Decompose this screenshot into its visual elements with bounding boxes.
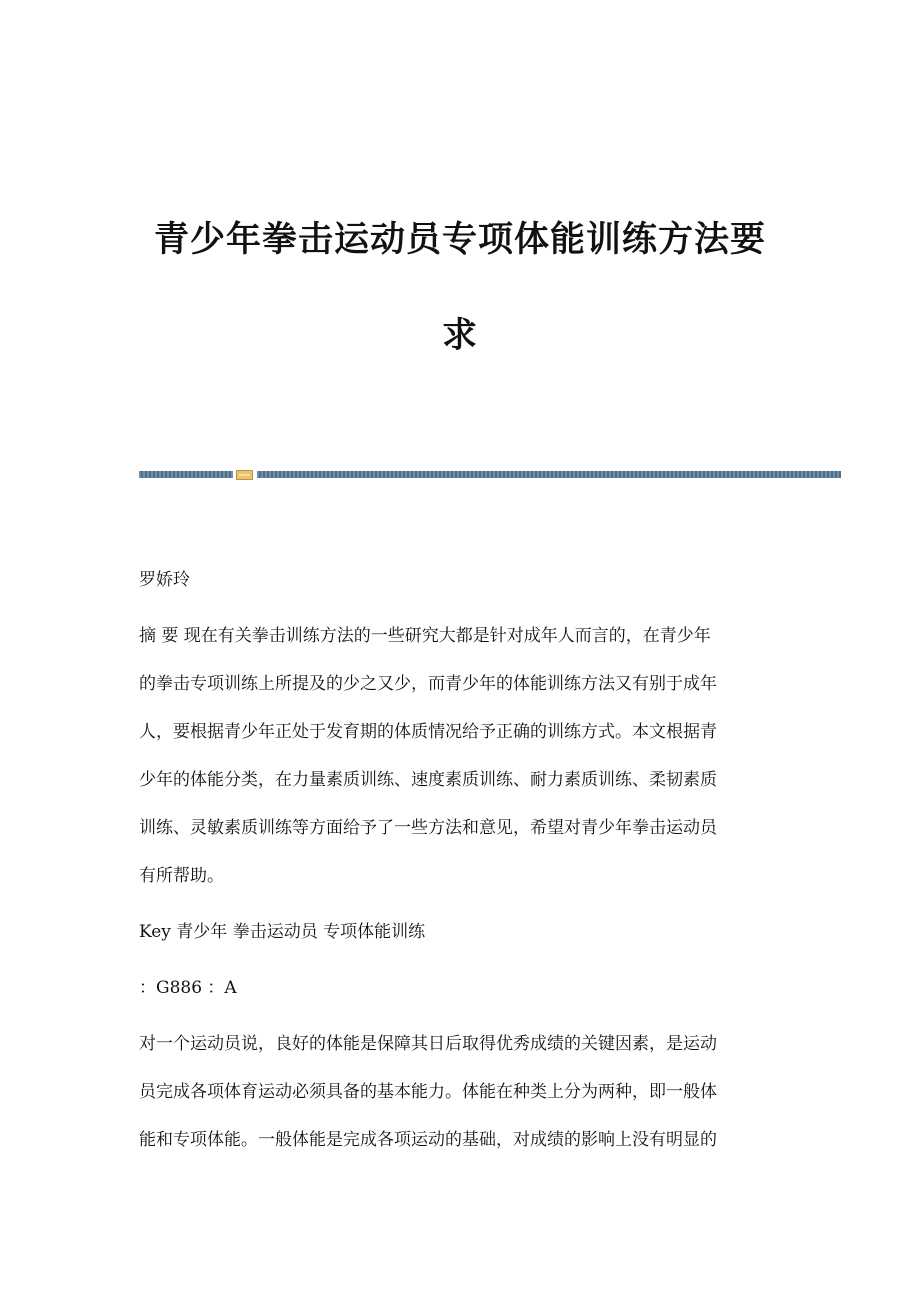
classification-line (139, 976, 779, 1024)
abstract-line: 少年的体能分类，在力量素质训练、速度素质训练、耐力素质训练、柔韧素质 (139, 770, 717, 790)
abstract-line: 人，要根据青少年正处于发育期的体质情况给予正确的训练方式。本文根据青 (139, 722, 717, 742)
document-title-line2: 求 (441, 316, 478, 356)
keywords-line (139, 920, 779, 968)
keywords-text: Key 青少年 拳击运动员 专项体能训练 (139, 922, 426, 942)
body-line: 对一个运动员说，良好的体能是保障其日后取得优秀成绩的关键因素，是运动 (139, 1034, 717, 1054)
divider-left-bar (139, 471, 233, 478)
body-line: 员完成各项体育运动必须具备的基本能力。体能在种类上分为两种，即一般体 (139, 1082, 717, 1102)
document-title-line1: 青少年拳击运动员专项体能训练方法要 (153, 220, 766, 260)
abstract-paragraph (139, 624, 779, 912)
abstract-line: 摘 要 现在有关拳击训练方法的一些研究大都是针对成年人而言的，在青少年 (139, 626, 711, 646)
author-name: 罗娇玲 (139, 570, 190, 590)
divider-right-bar (257, 471, 841, 478)
body-paragraph (139, 1032, 779, 1176)
abstract-line: 的拳击专项训练上所提及的少之又少，而青少年的体能训练方法又有别于成年 (139, 674, 717, 694)
classification-text: ：G886 ：A (139, 978, 237, 998)
title-divider (139, 470, 841, 480)
abstract-line: 训练、灵敏素质训练等方面给予了一些方法和意见，希望对青少年拳击运动员 (139, 818, 717, 838)
divider-ornament-icon (236, 470, 253, 480)
body-line: 能和专项体能。一般体能是完成各项运动的基础，对成绩的影响上没有明显的 (139, 1130, 717, 1150)
abstract-line: 有所帮助。 (139, 866, 224, 886)
